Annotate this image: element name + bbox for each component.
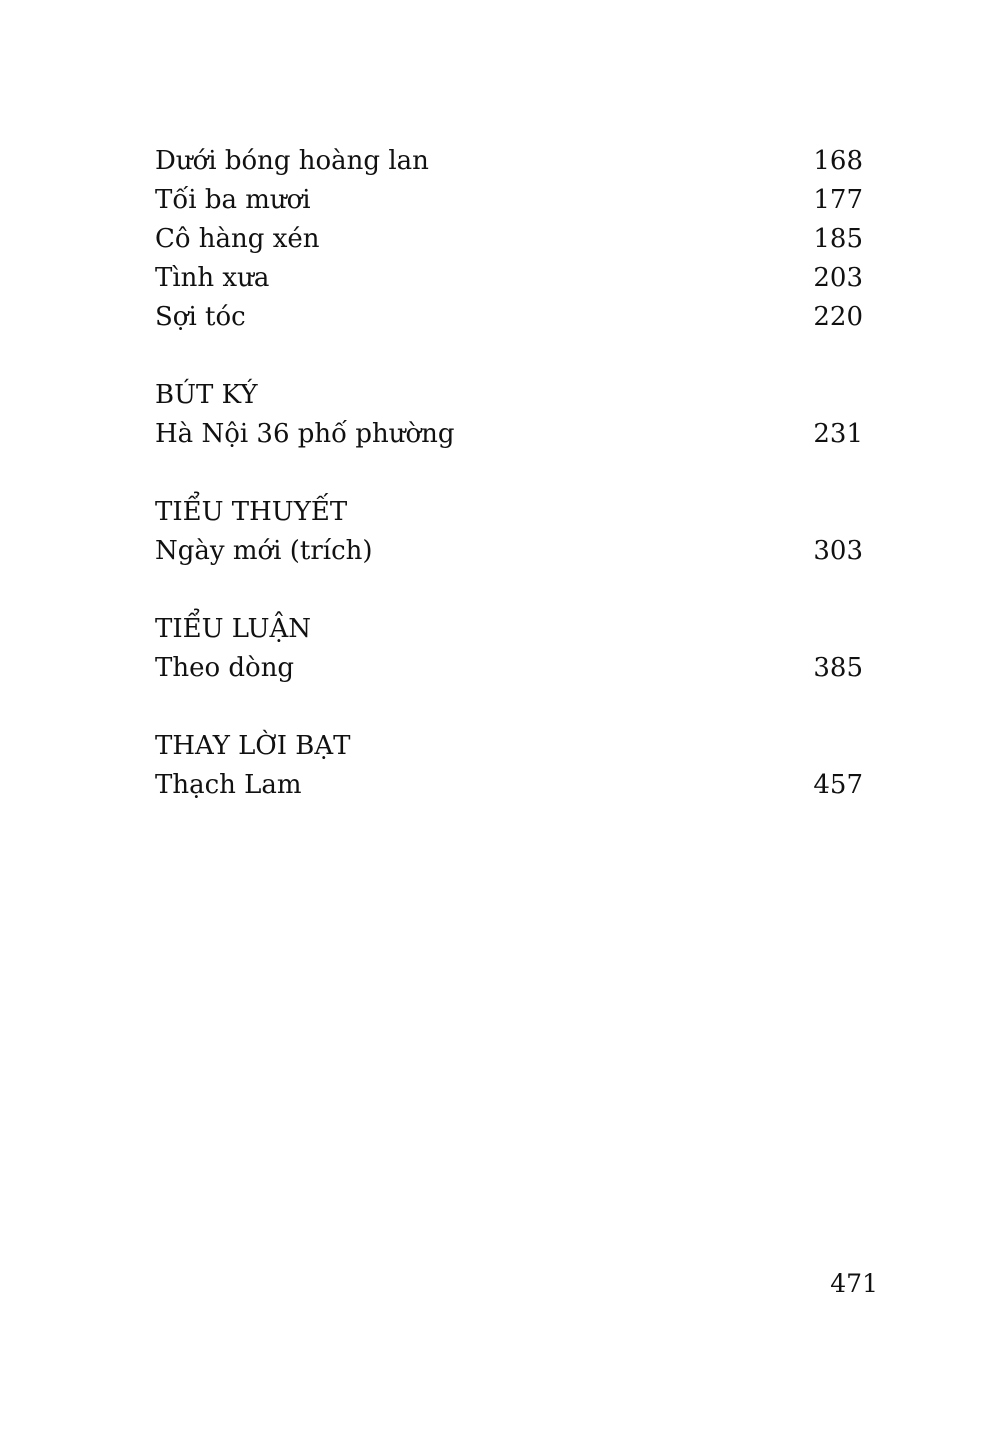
toc-entry-title: Cô hàng xén <box>155 224 320 254</box>
toc-entry-page: 457 <box>813 770 863 800</box>
toc-entry <box>155 298 863 337</box>
toc-entry-title: Tình xưa <box>155 263 270 293</box>
toc-entry-page: 385 <box>813 653 863 683</box>
section-heading-tieu-thuyet: TIỂU THUYẾT <box>155 497 348 527</box>
page-number: 471 <box>830 1269 878 1298</box>
toc-entry-page: 168 <box>813 146 863 176</box>
toc-entry-title: Hà Nội 36 phố phường <box>155 419 455 449</box>
toc-entry-title: Tối ba mươi <box>155 185 311 215</box>
toc-entry-title: Sợi tóc <box>155 302 246 332</box>
toc-entry <box>155 649 863 688</box>
toc-entry <box>155 181 863 220</box>
toc-entry-page: 220 <box>813 302 863 332</box>
toc-entry <box>155 532 863 571</box>
toc-entry-page: 203 <box>813 263 863 293</box>
toc-entry <box>155 415 863 454</box>
section-heading-thay-loi-bat: THAY LỜI BẠT <box>155 731 351 761</box>
toc-entry-title: Dưới bóng hoàng lan <box>155 146 429 176</box>
toc-entry <box>155 142 863 181</box>
table-of-contents <box>155 142 863 805</box>
section-heading-tieu-luan: TIỂU LUẬN <box>155 614 312 644</box>
toc-entry-title: Ngày mới (trích) <box>155 536 373 566</box>
toc-entry-page: 303 <box>813 536 863 566</box>
toc-entry-title: Theo dòng <box>155 653 295 683</box>
section-heading-but-ky: BÚT KÝ <box>155 380 258 410</box>
toc-entry-title: Thạch Lam <box>155 770 302 800</box>
toc-entry-page: 185 <box>813 224 863 254</box>
toc-entry <box>155 220 863 259</box>
toc-entry <box>155 259 863 298</box>
toc-entry-page: 231 <box>813 419 863 449</box>
toc-entry-page: 177 <box>813 185 863 215</box>
toc-entry <box>155 766 863 805</box>
